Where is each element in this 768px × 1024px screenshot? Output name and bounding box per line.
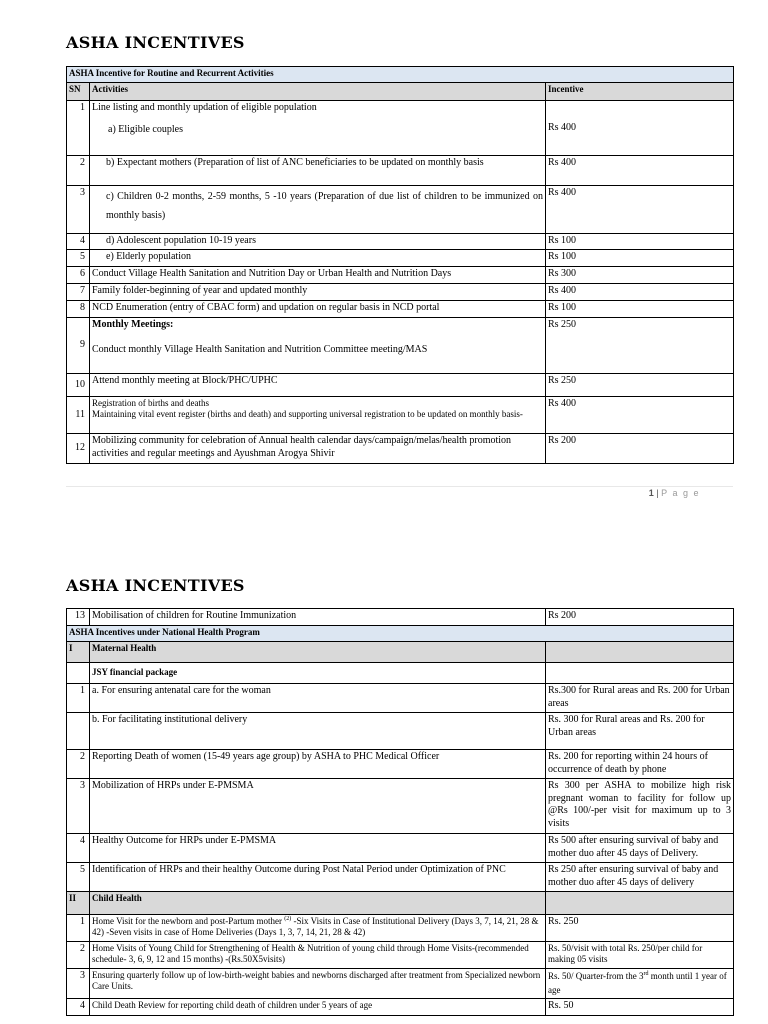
row-sn: 1 [67,101,90,156]
row-incentive: Rs.300 for Rural areas and Rs. 200 for Urban areas [546,684,734,713]
row-activity [90,318,546,374]
row-activity: Attend monthly meeting at Block/PHC/UPHC [90,374,546,397]
national-program-table [66,608,734,1016]
row-sn: 1 [67,915,90,942]
table-row [67,969,734,999]
row-sn: 8 [67,301,90,318]
table-row [67,834,734,863]
row-activity: c) Children 0-2 months, 2-59 months, 5 -10 years (Preparation of due list of children to be immunized on monthly basis) [90,186,546,234]
column-header-activities: Activities [90,83,546,101]
row-sn: 13 [67,609,90,626]
row-incentive: Rs 100 [546,301,734,318]
subsection-row [67,663,734,684]
table-row [67,863,734,892]
row-activity: Mobilization of HRPs under E-PMSMA [90,779,546,834]
row-incentive: Rs 250 after ensuring survival of baby and mother duo after 45 days of delivery [546,863,734,892]
row-sn: 2 [67,750,90,779]
page-title: ASHA INCENTIVES [66,33,245,52]
row-activity: Mobilisation of children for Routine Immunization [90,609,546,626]
page-number-value: 1 [648,488,654,498]
activity-sub: Maintaining vital event register (births and death) and supporting universal registration to be updated on monthly basis- [92,408,523,419]
row-activity [90,397,546,434]
row-sn: 4 [67,999,90,1016]
table-row [67,750,734,779]
row-sn: 4 [67,234,90,250]
row-activity: Mobilizing community for celebration of Annual health calendar days/campaign/melas/health promotion activities and regular meetings and Ayushman Arogya Shivir [90,434,546,464]
activity-text: Home Visit for the newborn and post-Partum mother [92,916,285,926]
row-incentive: Rs 400 [546,101,734,156]
section-header-row [67,626,734,642]
section-row [67,642,734,663]
row-incentive: Rs 400 [546,186,734,234]
column-header-incentive: Incentive [546,83,734,101]
table-row [67,186,734,234]
row-activity: a. For ensuring antenatal care for the woman [90,684,546,713]
section-empty-cell [546,892,734,915]
row-activity [90,101,546,156]
row-incentive: Rs 300 per ASHA to mobilize high risk pregnant woman to facility for follow up @Rs 100/-per visit for maximum up to 3 visits [546,779,734,834]
row-sn: 2 [67,156,90,186]
row-sn: 1 [67,684,90,713]
section-number: II [67,892,90,915]
subsection-empty-sn [67,663,90,684]
table-row [67,101,734,156]
table-row [67,156,734,186]
table-row [67,301,734,318]
row-incentive: Rs 400 [546,397,734,434]
table-row [67,609,734,626]
row-sn: 3 [67,779,90,834]
row-incentive: Rs 300 [546,267,734,284]
row-sn: 6 [67,267,90,284]
activity-text: -Six Visits in Case of Institutional Delivery (Days 3, 7, 14, 21, 28 & 42) -Seven visits in case of Home Deliveries (Days 1, 3, 7, 14, 21, 28 & 42) [92,916,539,937]
section-number: I [67,642,90,663]
subsection-empty-cell [546,663,734,684]
row-activity: Conduct Village Health Sanitation and Nutrition Day or Urban Health and Nutrition Days [90,267,546,284]
footnote-marker: (2) [284,916,292,922]
row-sn: 11 [67,397,90,434]
row-sn: 10 [67,374,90,397]
row-sn: 9 [67,318,90,374]
ordinal-suffix: rd [643,971,649,977]
table-row [67,713,734,750]
activity-heading: Monthly Meetings: [92,319,174,330]
table-row [67,397,734,434]
table-row [67,684,734,713]
row-incentive: Rs. 200 for reporting within 24 hours of occurrence of death by phone [546,750,734,779]
table-row [67,284,734,301]
row-incentive: Rs. 50 [546,999,734,1016]
section-empty-cell [546,642,734,663]
row-incentive: Rs 100 [546,250,734,267]
section-label: Child Health [90,892,546,915]
activity-sub: a) Eligible couples [108,123,183,135]
table-header-row [67,83,734,101]
row-incentive: Rs 250 [546,318,734,374]
row-activity: Healthy Outcome for HRPs under E-PMSMA [90,834,546,863]
table-row [67,434,734,464]
page-footer-divider [66,486,733,487]
row-incentive: Rs. 50/visit with total Rs. 250/per child for making 05 visits [546,942,734,969]
activity-sub: Conduct monthly Village Health Sanitation and Nutrition Committee meeting/MAS [92,343,428,355]
row-incentive: Rs 500 after ensuring survival of baby and mother duo after 45 days of Delivery. [546,834,734,863]
incentive-text: month until 1 year of age [548,971,727,995]
page-number-label: P a g e [661,488,700,498]
row-activity: Ensuring quarterly follow up of low-birth-weight babies and newborns discharged after treatment from Specialized newborn Care Units. [90,969,546,999]
row-sn: 12 [67,434,90,464]
row-incentive: Rs 200 [546,609,734,626]
table-row [67,318,734,374]
row-activity: e) Elderly population [90,250,546,267]
row-activity: NCD Enumeration (entry of CBAC form) and updation on regular basis in NCD portal [90,301,546,318]
row-incentive: Rs. 250 [546,915,734,942]
row-sn: 7 [67,284,90,301]
section-header: ASHA Incentives under National Health Program [67,626,734,642]
row-sn: 4 [67,834,90,863]
table-row [67,374,734,397]
subsection-label: JSY financial package [90,663,546,684]
row-activity: Child Death Review for reporting child death of children under 5 years of age [90,999,546,1016]
section-row [67,892,734,915]
row-sn: 3 [67,186,90,234]
table-row [67,999,734,1016]
row-activity [90,915,546,942]
row-incentive: Rs 100 [546,234,734,250]
row-incentive: Rs 400 [546,156,734,186]
row-activity: Reporting Death of women (15-49 years age group) by ASHA to PHC Medical Officer [90,750,546,779]
table-row [67,267,734,284]
row-sn: 3 [67,969,90,999]
incentive-text: Rs. 50/ Quarter-from the 3 [548,971,644,981]
row-incentive: Rs. 300 for Rural areas and Rs. 200 for Urban areas [546,713,734,750]
row-incentive: Rs 400 [546,284,734,301]
row-activity: Identification of HRPs and their healthy Outcome during Post Natal Period under Optimization of PNC [90,863,546,892]
row-sn: 2 [67,942,90,969]
row-activity: Home Visits of Young Child for Strengthening of Health & Nutrition of young child through Home Visits-(recommended schedule- 3, 6, 9, 12 and 15 months) -(Rs.50X5visits) [90,942,546,969]
table-row [67,234,734,250]
row-sn: 5 [67,250,90,267]
page-number [649,488,700,498]
routine-activities-table [66,66,734,464]
column-header-sn: SN [67,83,90,101]
table-caption: ASHA Incentive for Routine and Recurrent Activities [67,67,734,83]
row-activity: b) Expectant mothers (Preparation of list of ANC beneficiaries to be updated on monthly basis [90,156,546,186]
row-incentive: Rs 250 [546,374,734,397]
activity-heading: Registration of births and deaths [92,398,209,408]
section-label: Maternal Health [90,642,546,663]
row-activity: d) Adolescent population 10-19 years [90,234,546,250]
page-title: ASHA INCENTIVES [66,576,245,595]
table-row [67,250,734,267]
page-number-separator: | [656,488,659,498]
activity-heading: Line listing and monthly updation of eligible population [92,102,317,113]
table-row [67,942,734,969]
row-activity: b. For facilitating institutional delivery [90,713,546,750]
row-sn: 5 [67,863,90,892]
table-row [67,915,734,942]
row-sn [67,713,90,750]
row-incentive [546,969,734,999]
row-activity: Family folder-beginning of year and updated monthly [90,284,546,301]
row-incentive: Rs 200 [546,434,734,464]
table-row [67,779,734,834]
table-caption-row [67,67,734,83]
